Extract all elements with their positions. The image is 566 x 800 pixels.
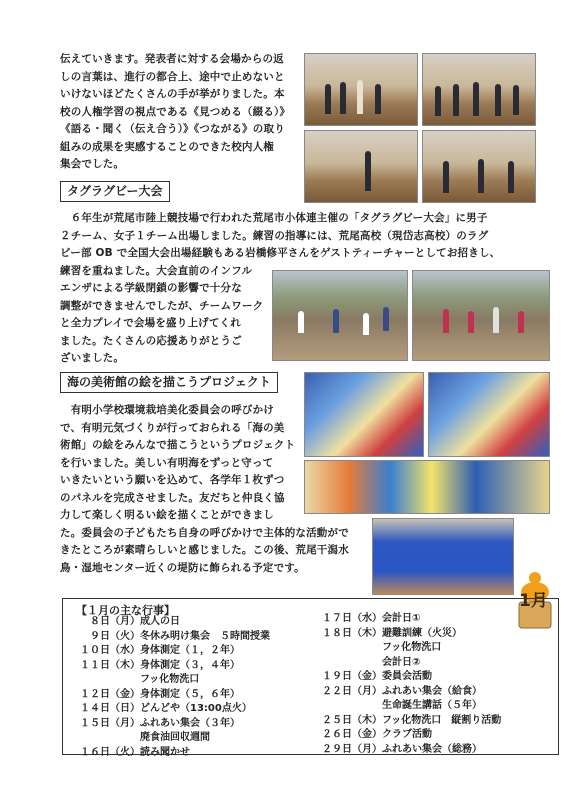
wall-photo [372,518,514,595]
schedule-row: １４日（日）どんどや（13:00点火） [80,703,252,714]
schedule-row: ２６日（金）クラブ活動 [322,729,432,740]
schedule-row: 生命誕生講話（５年） [322,700,482,711]
text-line: ２チーム、女子１チーム出場しました。練習の指導には、荒尾高校（現岱志高校）のラグ [60,229,489,242]
schedule-row: １２日（金）身体測定（５，６年） [80,688,240,700]
painting-photo-2 [428,372,550,457]
text-line: を行いました。美しい有明海をずっと守って [60,456,274,469]
schedule-row: 廃食油回収週間 [80,732,210,743]
text-line: 術館」の絵をみんなで描こうというプロジェクト [60,439,296,451]
text-line: しの言葉は、進行の都合上、途中で止めないと [60,70,285,83]
text-line: 調整ができませんでしたが、チームワーク [60,299,264,312]
assembly-photo-4 [422,130,536,203]
painting-photo-1 [304,372,424,457]
text-line: いけないほどたくさんの手が挙がりました。本 [60,88,285,100]
schedule-row: １０日（水）身体測定（１，２年） [80,645,240,656]
schedule-row: １５日（月）ふれあい集会（３年） [80,717,240,729]
text-line: のパネルを完成させました。友だちと仲良く協 [60,491,285,504]
text-line: ざいました。 [60,352,125,364]
text-line: ビー部 OB で全国大会出場経験もある岩橋修平さんをゲストティーチャーとしてお招きし、 [60,247,501,259]
assembly-photo-1 [304,53,418,126]
rugby-photo-1 [272,270,408,361]
schedule-row: 会計日② [322,656,421,668]
text-line: 組みの成果を実感することのできた校内人権 [60,140,274,153]
text-line: と全力プレイで会場を盛り上げてくれ [60,317,241,329]
schedule-title: 【１月の主な行事】 [76,604,175,617]
schedule-row: １８日（木）避難訓練（火災） [322,627,462,639]
text-line: きたところが素晴らしいと感じました。この後、荒尾干潟水 [60,544,349,556]
text-line: 伝えていきます。発表者に対する会場からの返 [60,53,284,65]
rugby-photo-2 [412,270,550,361]
schedule-row: ８日（月）成人の日 [80,616,180,627]
schedule-row: ２５日（木）フッ化物洗口 縦割り活動 [322,714,502,726]
text-line: 力して楽しく明るい絵を描くことができまし [60,509,274,521]
text-line: いきたいという願いを込めて、各学年１枚ずつ [60,474,285,486]
text-line: 校の人権学習の視点である《見つめる（綴る）》 [60,105,291,118]
schedule-row: １１日（木）身体測定（３，４年） [80,659,240,671]
assembly-photo-3 [304,130,418,203]
assembly-photo-2 [422,53,536,126]
schedule-row: ２２日（月）ふれあい集会（給食） [322,685,482,697]
text-line: で、有明元気づくりが行っておられる「海の美 [60,421,285,434]
text-line: 集会でした。 [60,158,125,170]
section-heading-rugby: タグラグビー大会 [60,181,170,202]
text-line: た。委員会の子どもたち自身の呼びかけで主体的な活動がで [60,526,349,539]
schedule-row: フッ化物洗口 [322,642,442,653]
text-line: 有明小学校環境栽培美化委員会の呼びかけ [60,404,274,416]
section-heading-art: 海の美術館の絵を描こうプロジェクト [60,372,278,393]
schedule-row: ２９日（月）ふれあい集会（総務） [322,743,482,755]
schedule-row: １６日（火）読み聞かせ [80,746,190,758]
schedule-row: ９日（火）冬休み明け集会 ５時間授業 [80,630,270,642]
text-line: エンザによる学級閉鎖の影響で十分な [60,282,242,294]
schedule-row: フッ化物洗口 [80,674,200,685]
schedule-row: １９日（金）委員会活動 [322,671,432,682]
schedule-row: １７日（水）会計日① [322,613,421,624]
month-badge-label: 1月 [519,591,548,611]
text-line: 練習を重ねました。大会直前のインフル [60,264,253,277]
text-line: 《語る・聞く（伝え合う）》《つながる》の取り [60,123,285,135]
text-line: 鳥・湿地センター近くの堤防に飾られる予定です。 [60,561,305,574]
mural-photo [304,460,550,514]
text-line: ました。たくさんの応援ありがとうご [60,334,242,347]
text-line: ６年生が荒尾市陸上競技場で行われた荒尾市小体連主催の「タグラグビー大会」に男子 [60,212,488,224]
